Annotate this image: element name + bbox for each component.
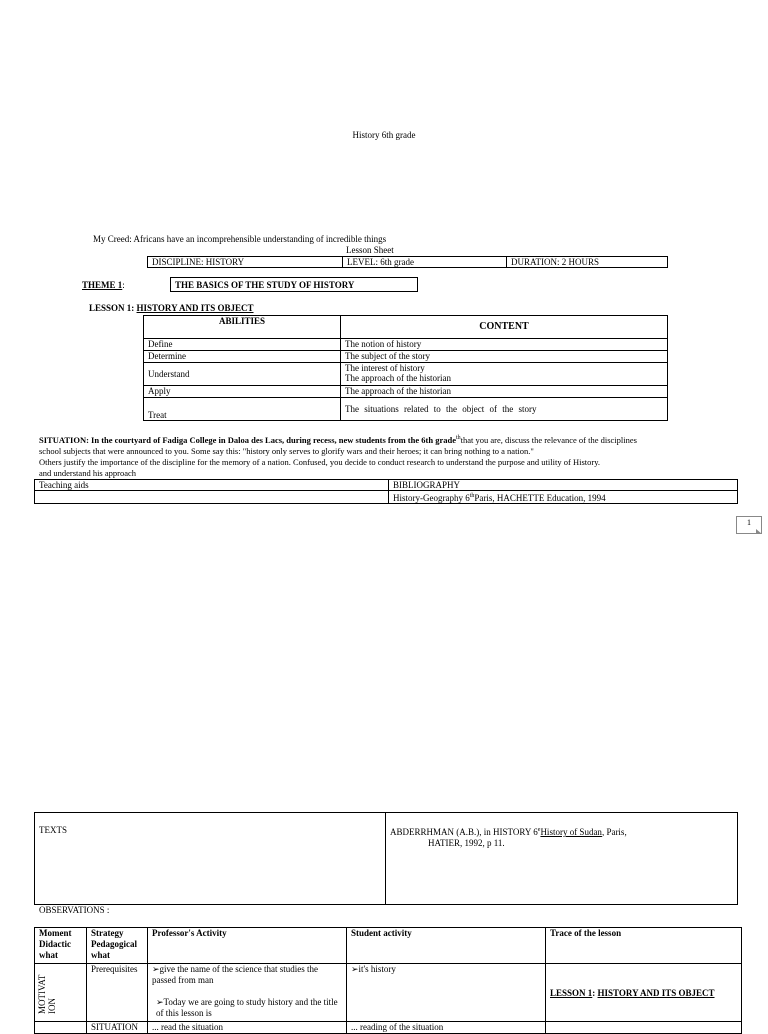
ability-cell: Apply [144, 386, 341, 398]
lesson-sheet-label: Lesson Sheet [346, 245, 394, 255]
teaching-aids-cell: Teaching aids [35, 480, 389, 491]
level-cell: LEVEL: 6th grade [343, 257, 507, 268]
moment-cell [35, 964, 87, 1022]
trace-cell [546, 1022, 742, 1034]
strategy-header [87, 928, 148, 964]
student-item: it's history [358, 964, 396, 974]
situation-line: school subjects that were announced to you. Some say this: "history only serves to glorify wars and their heroes; it can bring nothing to a nation." [39, 445, 534, 456]
professor-item [152, 964, 342, 986]
moment-h3: what [39, 950, 59, 960]
content-header: CONTENT [341, 316, 668, 339]
creed-text: My Creed: Africans have an incomprehensible understanding of incredible things [93, 234, 387, 244]
student-header: Student activity [347, 928, 546, 964]
content-cell: The notion of history [341, 339, 668, 351]
strategy-h1: Strategy [91, 928, 124, 938]
teaching-aids-value [35, 491, 389, 504]
page-number-badge: 1 [736, 516, 762, 534]
moment-vertical-text: MOTIVAT ION [37, 974, 57, 1014]
professor-header: Professor's Activity [148, 928, 347, 964]
resources-table [34, 479, 738, 504]
arrow-bullet-icon: ➢ [152, 964, 160, 974]
professor-cell: ... read the situation [148, 1022, 347, 1034]
lesson-colon: : [131, 303, 137, 313]
ref-pre: ABDERRHMAN (A.B.), in HISTORY 6 [390, 827, 538, 837]
professor-item [152, 997, 342, 1019]
situation-line: Others justify the importance of the discipline for the memory of a nation. Confused, you decide to conduct research to understand the purpose and utility of History. [39, 456, 601, 467]
content-cell: The approach of the historian [341, 386, 668, 398]
texts-label: TEXTS [35, 813, 386, 905]
student-cell [347, 964, 546, 1022]
bibliography-entry [389, 491, 738, 504]
ref-title: History of Sudan [540, 827, 602, 837]
abilities-table [143, 315, 668, 421]
lesson-table [34, 927, 742, 1034]
ref-line2: HATIER, 1992, p 11. [428, 838, 505, 848]
student-cell: ... reading of the situation [347, 1022, 546, 1034]
trace-label: LESSON 1 [550, 987, 593, 998]
situation-sup: th [455, 435, 461, 441]
content-cell [341, 363, 668, 386]
situation-rest: that you are, discuss the relevance of the disciplines [460, 434, 637, 445]
strategy-cell: SITUATION [87, 1022, 148, 1034]
ability-cell: Treat [144, 398, 341, 421]
lesson-title: HISTORY AND ITS OBJECT [136, 303, 254, 313]
moment-cell [35, 1022, 87, 1034]
ability-cell: Define [144, 339, 341, 351]
content-line: The interest of history [345, 363, 425, 373]
professor-item-1: give the name of the science that studies the passed from man [152, 964, 318, 985]
theme-label-wrap [82, 280, 125, 290]
texts-reference [386, 813, 738, 905]
theme-label: THEME 1 [82, 280, 123, 290]
moment-header [35, 928, 87, 964]
content-cell: The subject of the story [341, 351, 668, 363]
strategy-cell: Prerequisites [87, 964, 148, 1022]
strategy-h3: what [91, 950, 111, 960]
situation-line: and understand his approach [39, 467, 137, 478]
ref-sup: e [537, 827, 541, 833]
trace-title: HISTORY AND ITS OBJECT [597, 987, 715, 998]
theme-title: THE BASICS OF THE STUDY OF HISTORY [170, 277, 418, 292]
professor-cell [148, 964, 347, 1022]
trace-cell [546, 964, 742, 1022]
arrow-bullet-icon: ➢ [351, 964, 359, 974]
content-line: The approach of the historian [345, 373, 451, 383]
ability-cell: Determine [144, 351, 341, 363]
arrow-bullet-icon: ➢ [156, 997, 164, 1007]
moment-h2: Didactic [39, 939, 71, 949]
trace-colon: : [592, 987, 598, 998]
observations-label: OBSERVATIONS : [39, 905, 110, 915]
situation-line [39, 433, 739, 446]
abilities-header: ABILITIES [144, 316, 341, 339]
moment-h1: Moment [39, 928, 72, 938]
bibliography-header: BIBLIOGRAPHY [389, 480, 738, 491]
situation-bold: : In the courtyard of Fadiga College in Daloa des Lacs, during recess, new students from the 6th grade [86, 434, 456, 445]
page-title: History 6th grade [352, 130, 416, 140]
discipline-cell: DISCIPLINE: HISTORY [148, 257, 343, 268]
ref-post: , Paris, [601, 827, 627, 837]
duration-cell: DURATION: 2 HOURS [507, 257, 668, 268]
lesson-label: LESSON 1 [89, 303, 132, 313]
biblio-pre: History-Geography 6 [393, 493, 470, 503]
content-cell: The situations related to the object of the story [341, 398, 668, 421]
lesson-heading [89, 303, 254, 313]
strategy-h2: Pedagogical [91, 939, 137, 949]
biblio-post: Paris, HACHETTE Education, 1994 [474, 493, 606, 503]
biblio-sup: th [469, 493, 475, 499]
texts-table [34, 812, 738, 905]
theme-colon: : [122, 280, 125, 290]
situation-label: SITUATION [39, 434, 87, 445]
info-table [147, 256, 668, 268]
trace-header: Trace of the lesson [546, 928, 742, 964]
ability-cell: Understand [144, 363, 341, 386]
professor-item-2: Today we are going to study history and the title of this lesson is [156, 997, 338, 1018]
situation-paragraph [39, 433, 739, 479]
